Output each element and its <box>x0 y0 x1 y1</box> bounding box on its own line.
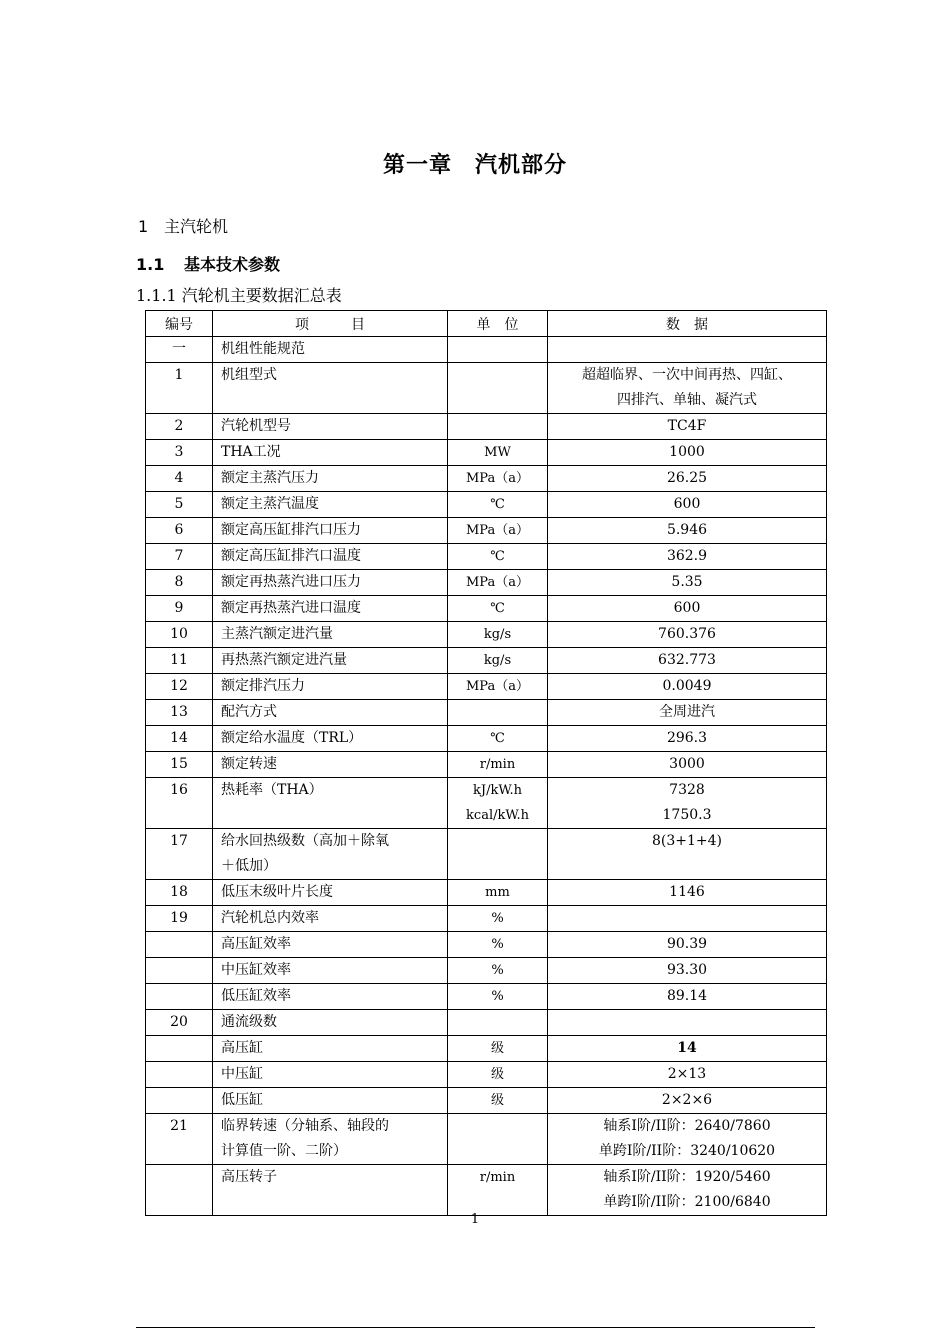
cell-value-line: 8(3+1+4) <box>651 833 722 849</box>
cell-value-line: 轴系Ⅰ阶/II阶：2640/7860 <box>603 1118 771 1134</box>
cell-value <box>548 1010 827 1036</box>
table-row <box>146 906 827 932</box>
cell-number: 一 <box>146 337 213 363</box>
cell-value <box>548 829 827 880</box>
cell-value <box>548 778 827 829</box>
cell-unit <box>448 363 548 414</box>
table-row <box>146 1010 827 1036</box>
table-row <box>146 337 827 363</box>
cell-item-line: 计算值一阶、二阶） <box>221 1143 347 1159</box>
cell-unit-line: % <box>491 989 504 1004</box>
cell-number: 4 <box>146 466 213 492</box>
cell-value <box>548 596 827 622</box>
cell-value <box>548 984 827 1010</box>
cell-unit <box>448 544 548 570</box>
cell-value-line: 5.35 <box>671 574 703 590</box>
cell-unit <box>448 466 548 492</box>
cell-item <box>213 492 448 518</box>
cell-number <box>146 958 213 984</box>
cell-value <box>548 544 827 570</box>
cell-unit-line: ℃ <box>490 549 505 564</box>
cell-item-line: 热耗率（THA） <box>221 782 323 798</box>
table-row <box>146 414 827 440</box>
cell-number: 17 <box>146 829 213 880</box>
cell-item <box>213 984 448 1010</box>
cell-item-line: ＋低加） <box>221 858 277 874</box>
cell-item-line: 高压缸 <box>221 1040 263 1056</box>
cell-item <box>213 1114 448 1165</box>
header-item: 项 目 <box>213 311 448 337</box>
cell-value <box>548 414 827 440</box>
cell-value-line: 600 <box>673 600 701 616</box>
cell-number <box>146 984 213 1010</box>
cell-value-line: 296.3 <box>666 730 708 746</box>
table-row <box>146 880 827 906</box>
cell-value <box>548 440 827 466</box>
table-row <box>146 622 827 648</box>
table-row <box>146 363 827 414</box>
cell-value <box>548 570 827 596</box>
cell-number: 8 <box>146 570 213 596</box>
section-1-1-1-heading: 1.1.1 汽轮机主要数据汇总表 <box>136 286 342 305</box>
cell-unit <box>448 958 548 984</box>
cell-unit-line: kg/s <box>483 627 512 642</box>
cell-value-line: 7328 <box>669 782 705 798</box>
cell-item-line: 额定排汽压力 <box>221 678 305 694</box>
cell-item <box>213 700 448 726</box>
table-row <box>146 570 827 596</box>
cell-value-line: 90.39 <box>666 936 708 952</box>
cell-item <box>213 1165 448 1216</box>
cell-number: 11 <box>146 648 213 674</box>
cell-value-line: 1146 <box>669 884 705 900</box>
cell-value <box>548 1062 827 1088</box>
cell-value <box>548 363 827 414</box>
cell-item-line: 通流级数 <box>221 1014 277 1030</box>
table-row <box>146 778 827 829</box>
table-row <box>146 700 827 726</box>
cell-item-line: 临界转速（分轴系、轴段的 <box>221 1118 389 1134</box>
cell-number: 1 <box>146 363 213 414</box>
cell-value <box>548 1114 827 1165</box>
cell-unit-line: MPa（a） <box>466 471 529 486</box>
table-row <box>146 1036 827 1062</box>
table-row <box>146 958 827 984</box>
header-value: 数 据 <box>548 311 827 337</box>
page-number: 1 <box>470 1212 480 1227</box>
cell-unit-line: MPa（a） <box>466 523 529 538</box>
cell-value-line: 3000 <box>669 756 705 772</box>
cell-unit-line: 级 <box>490 1093 504 1108</box>
cell-value <box>548 648 827 674</box>
cell-item-line: 配汽方式 <box>221 704 277 720</box>
cell-unit <box>448 596 548 622</box>
cell-unit-line: kcal/kW.h <box>466 808 529 823</box>
cell-value-line: 89.14 <box>666 988 708 1004</box>
cell-unit <box>448 984 548 1010</box>
cell-value <box>548 880 827 906</box>
cell-value <box>548 700 827 726</box>
cell-unit <box>448 1010 548 1036</box>
cell-item-line: 低压缸效率 <box>221 988 291 1004</box>
cell-unit-line: 级 <box>490 1041 504 1056</box>
cell-number: 7 <box>146 544 213 570</box>
header-number: 编号 <box>146 311 213 337</box>
cell-number: 16 <box>146 778 213 829</box>
cell-unit <box>448 1036 548 1062</box>
cell-unit-line: mm <box>485 885 510 900</box>
table-header-row <box>146 311 827 337</box>
cell-unit-line: kJ/kW.h <box>473 783 522 798</box>
cell-number: 5 <box>146 492 213 518</box>
cell-unit-line: kg/s <box>483 653 512 668</box>
cell-number <box>146 1036 213 1062</box>
cell-item-line: 额定再热蒸汽进口压力 <box>221 574 361 590</box>
cell-item-line: 机组型式 <box>221 367 277 383</box>
cell-unit <box>448 726 548 752</box>
cell-item <box>213 932 448 958</box>
cell-unit <box>448 518 548 544</box>
cell-unit <box>448 752 548 778</box>
cell-item <box>213 1062 448 1088</box>
cell-unit <box>448 778 548 829</box>
cell-item <box>213 363 448 414</box>
cell-value-line: 全周进汽 <box>659 704 715 720</box>
cell-value-line: 2×13 <box>667 1066 707 1082</box>
cell-value <box>548 492 827 518</box>
cell-unit-line: r/min <box>479 757 516 772</box>
cell-number: 18 <box>146 880 213 906</box>
cell-value-line: 93.30 <box>666 962 708 978</box>
table-row <box>146 752 827 778</box>
cell-unit <box>448 622 548 648</box>
cell-item <box>213 829 448 880</box>
cell-number: 2 <box>146 414 213 440</box>
cell-value-line: 四排汽、单轴、凝汽式 <box>617 392 757 408</box>
cell-value-line: 1750.3 <box>662 807 712 823</box>
cell-unit-line: ℃ <box>490 601 505 616</box>
cell-item-line: 中压缸效率 <box>221 962 291 978</box>
cell-value <box>548 726 827 752</box>
cell-item <box>213 906 448 932</box>
cell-unit <box>448 906 548 932</box>
cell-unit-line: % <box>491 937 504 952</box>
section-1-1-number: 1.1 <box>136 255 165 274</box>
cell-value-line: 362.9 <box>666 548 708 564</box>
table-row <box>146 1088 827 1114</box>
cell-item <box>213 778 448 829</box>
cell-item-line: 低压末级叶片长度 <box>221 884 333 900</box>
cell-number: 13 <box>146 700 213 726</box>
table-row <box>146 932 827 958</box>
cell-number: 3 <box>146 440 213 466</box>
table-row <box>146 492 827 518</box>
cell-item <box>213 440 448 466</box>
cell-item <box>213 958 448 984</box>
table-row <box>146 544 827 570</box>
cell-unit <box>448 674 548 700</box>
cell-value-line: 632.773 <box>658 652 716 668</box>
table-row <box>146 984 827 1010</box>
cell-number: 9 <box>146 596 213 622</box>
cell-value-line: 760.376 <box>658 626 716 642</box>
cell-value <box>548 674 827 700</box>
table-row <box>146 596 827 622</box>
cell-number <box>146 1088 213 1114</box>
cell-item-line: 中压缸 <box>221 1066 263 1082</box>
cell-unit-line: MPa（a） <box>466 575 529 590</box>
cell-unit <box>448 648 548 674</box>
chapter-title: 第一章 汽机部分 <box>382 153 567 178</box>
cell-unit <box>448 880 548 906</box>
table-row <box>146 726 827 752</box>
cell-item <box>213 337 448 363</box>
cell-value <box>548 958 827 984</box>
table-row <box>146 518 827 544</box>
cell-item <box>213 880 448 906</box>
cell-number <box>146 1165 213 1216</box>
table-row <box>146 466 827 492</box>
cell-item <box>213 1010 448 1036</box>
cell-item-line: 额定主蒸汽压力 <box>221 470 319 486</box>
cell-item-line: 主蒸汽额定进汽量 <box>221 626 333 642</box>
cell-unit <box>448 414 548 440</box>
cell-unit <box>448 932 548 958</box>
cell-unit-line: % <box>491 911 504 926</box>
cell-value-line: 超超临界、一次中间再热、四缸、 <box>582 367 792 383</box>
cell-unit-line: MPa（a） <box>466 679 529 694</box>
cell-item-line: 额定给水温度（TRL） <box>221 730 363 746</box>
cell-value-line: 单跨Ⅰ阶/II阶：2100/6840 <box>603 1194 771 1210</box>
cell-item <box>213 1088 448 1114</box>
cell-item-line: 高压转子 <box>221 1169 277 1185</box>
cell-item <box>213 1036 448 1062</box>
cell-unit <box>448 1114 548 1165</box>
cell-unit-line: 级 <box>490 1067 504 1082</box>
cell-item <box>213 596 448 622</box>
cell-item-line: 高压缸效率 <box>221 936 291 952</box>
cell-value <box>548 337 827 363</box>
cell-value-line: 1000 <box>669 444 705 460</box>
cell-item <box>213 726 448 752</box>
cell-value-line: 2×2×6 <box>661 1092 713 1108</box>
cell-item-line: 额定高压缸排汽口温度 <box>221 548 361 564</box>
cell-number <box>146 1062 213 1088</box>
cell-value <box>548 932 827 958</box>
cell-item <box>213 674 448 700</box>
cell-unit <box>448 570 548 596</box>
cell-item-line: 机组性能规范 <box>221 341 305 357</box>
cell-item <box>213 518 448 544</box>
cell-item <box>213 752 448 778</box>
table-row <box>146 1165 827 1216</box>
cell-item <box>213 622 448 648</box>
cell-number: 6 <box>146 518 213 544</box>
cell-number <box>146 932 213 958</box>
footer-rule <box>136 1327 815 1328</box>
cell-unit <box>448 1062 548 1088</box>
cell-number: 15 <box>146 752 213 778</box>
cell-value <box>548 752 827 778</box>
cell-unit-line: % <box>491 963 504 978</box>
cell-value-line: 单跨Ⅰ阶/II阶：3240/10620 <box>598 1143 776 1159</box>
cell-value <box>548 466 827 492</box>
cell-value <box>548 622 827 648</box>
cell-value-line: 5.946 <box>666 522 708 538</box>
cell-value-line: 0.0049 <box>662 678 712 694</box>
cell-unit <box>448 337 548 363</box>
cell-unit <box>448 440 548 466</box>
cell-item <box>213 466 448 492</box>
cell-unit-line: ℃ <box>490 497 505 512</box>
cell-value-line: 14 <box>677 1040 697 1056</box>
cell-value <box>548 1165 827 1216</box>
section-1-number: 1 <box>138 217 149 236</box>
cell-item-line: 低压缸 <box>221 1092 263 1108</box>
table-row <box>146 1114 827 1165</box>
cell-unit <box>448 1088 548 1114</box>
table-row <box>146 648 827 674</box>
cell-item <box>213 570 448 596</box>
table-body <box>146 337 827 1216</box>
cell-item-line: 给水回热级数（高加＋除氧 <box>221 833 389 849</box>
table-row <box>146 1062 827 1088</box>
cell-number: 20 <box>146 1010 213 1036</box>
cell-item-line: 额定再热蒸汽进口温度 <box>221 600 361 616</box>
cell-item-line: 额定主蒸汽温度 <box>221 496 319 512</box>
cell-value-line: 轴系Ⅰ阶/II阶：1920/5460 <box>603 1169 771 1185</box>
cell-unit-line: MW <box>484 445 511 460</box>
cell-value <box>548 518 827 544</box>
cell-item <box>213 414 448 440</box>
cell-value-line: 26.25 <box>666 470 708 486</box>
section-1-title: 主汽轮机 <box>164 217 229 236</box>
cell-number: 19 <box>146 906 213 932</box>
cell-unit-line: r/min <box>479 1170 516 1185</box>
cell-value-line: TC4F <box>667 418 707 434</box>
cell-item <box>213 544 448 570</box>
cell-item-line: 额定转速 <box>221 756 277 772</box>
cell-item-line: 汽轮机型号 <box>221 418 291 434</box>
cell-value <box>548 1036 827 1062</box>
cell-item-line: THA工况 <box>221 444 281 460</box>
table-row <box>146 829 827 880</box>
cell-value-line: 600 <box>673 496 701 512</box>
cell-item-line: 再热蒸汽额定进汽量 <box>221 652 347 668</box>
cell-number: 14 <box>146 726 213 752</box>
cell-item-line: 额定高压缸排汽口压力 <box>221 522 361 538</box>
cell-unit <box>448 829 548 880</box>
header-unit: 单 位 <box>448 311 548 337</box>
cell-unit-line: ℃ <box>490 731 505 746</box>
turbine-data-table <box>145 310 827 1216</box>
cell-item <box>213 648 448 674</box>
table-row <box>146 674 827 700</box>
cell-unit <box>448 492 548 518</box>
cell-value <box>548 1088 827 1114</box>
table-row <box>146 440 827 466</box>
cell-value <box>548 906 827 932</box>
cell-unit <box>448 1165 548 1216</box>
section-1-1-heading <box>136 252 280 275</box>
cell-item-line: 汽轮机总内效率 <box>221 910 319 926</box>
cell-number: 12 <box>146 674 213 700</box>
section-1-heading <box>138 214 228 237</box>
section-1-1-title: 基本技术参数 <box>184 255 281 274</box>
cell-number: 21 <box>146 1114 213 1165</box>
cell-number: 10 <box>146 622 213 648</box>
cell-unit <box>448 700 548 726</box>
